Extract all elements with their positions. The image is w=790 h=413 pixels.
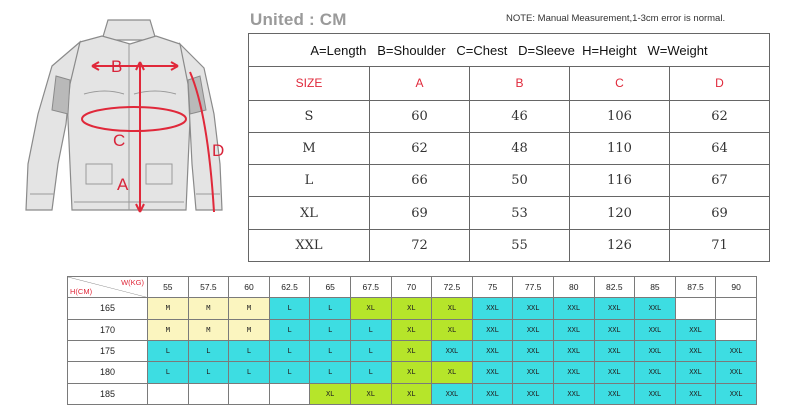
size-value-cell: 50: [470, 165, 570, 197]
size-header-c: C: [570, 67, 670, 100]
size-legend: A=Length B=Shoulder C=Chest D=Sleeve H=Height W=Weight: [249, 34, 770, 67]
size-recommendation-cell: XXL: [472, 298, 513, 319]
size-recommendation-cell: XXL: [513, 340, 554, 361]
size-recommendation-cell: L: [350, 319, 391, 340]
height-row: [68, 319, 757, 340]
weight-header-cell: 70: [391, 277, 432, 298]
weight-header-cell: 55: [148, 277, 189, 298]
size-recommendation-cell: L: [148, 340, 189, 361]
size-recommendation-cell: [188, 383, 229, 404]
size-recommendation-cell: L: [310, 340, 351, 361]
height-cell: 180: [68, 362, 148, 383]
size-recommendation-cell: XL: [432, 362, 473, 383]
size-value-cell: 62: [670, 100, 770, 132]
size-value-cell: 72: [370, 229, 470, 261]
size-value-cell: 64: [670, 132, 770, 164]
size-value-cell: 110: [570, 132, 670, 164]
size-recommendation-cell: L: [350, 362, 391, 383]
size-recommendation-cell: [229, 383, 270, 404]
size-recommendation-cell: XXL: [594, 298, 635, 319]
size-recommendation-cell: XXL: [553, 340, 594, 361]
size-header-size: SIZE: [249, 67, 370, 100]
size-value-cell: 69: [670, 197, 770, 229]
size-row: [249, 100, 770, 132]
measurement-note: NOTE: Manual Measurement,1-3cm error is normal.: [506, 13, 726, 24]
size-name-cell: XL: [249, 197, 370, 229]
size-recommendation-cell: XXL: [635, 362, 676, 383]
size-header-row: [249, 67, 770, 100]
size-recommendation-cell: XL: [391, 340, 432, 361]
size-recommendation-cell: XL: [432, 319, 473, 340]
weight-height-table: [67, 276, 757, 405]
corner-cell: [68, 277, 148, 298]
weight-header-cell: 77.5: [513, 277, 554, 298]
height-row: [68, 298, 757, 319]
size-value-cell: 126: [570, 229, 670, 261]
measure-label-d: D: [212, 141, 225, 160]
size-recommendation-cell: XL: [391, 298, 432, 319]
weight-header-cell: 60: [229, 277, 270, 298]
size-value-cell: 67: [670, 165, 770, 197]
height-row: [68, 340, 757, 361]
size-name-cell: M: [249, 132, 370, 164]
size-recommendation-cell: XXL: [472, 340, 513, 361]
size-recommendation-cell: XL: [391, 319, 432, 340]
unit-title: United : CM: [250, 10, 347, 29]
size-recommendation-cell: XXL: [635, 298, 676, 319]
size-recommendation-cell: XL: [310, 383, 351, 404]
size-recommendation-cell: XL: [350, 298, 391, 319]
size-recommendation-cell: L: [148, 362, 189, 383]
size-recommendation-cell: M: [188, 298, 229, 319]
size-recommendation-cell: XXL: [432, 340, 473, 361]
size-recommendation-cell: L: [310, 362, 351, 383]
measure-label-c: C: [113, 131, 126, 150]
weight-header-cell: 80: [553, 277, 594, 298]
jacket-illustration: [0, 14, 250, 219]
size-recommendation-cell: XXL: [472, 362, 513, 383]
size-value-cell: 46: [470, 100, 570, 132]
size-value-cell: 55: [470, 229, 570, 261]
size-row: [249, 197, 770, 229]
size-value-cell: 62: [370, 132, 470, 164]
size-recommendation-cell: XL: [391, 362, 432, 383]
size-recommendation-cell: [716, 298, 757, 319]
weight-header-cell: 87.5: [675, 277, 716, 298]
measure-label-b: B: [111, 57, 123, 76]
weight-header-cell: 65: [310, 277, 351, 298]
size-row: [249, 229, 770, 261]
size-recommendation-cell: XXL: [553, 383, 594, 404]
size-recommendation-cell: XXL: [513, 383, 554, 404]
size-recommendation-cell: XXL: [594, 383, 635, 404]
size-recommendation-cell: XL: [350, 383, 391, 404]
size-row: [249, 132, 770, 164]
size-recommendation-cell: XXL: [716, 362, 757, 383]
size-recommendation-cell: XXL: [675, 383, 716, 404]
size-value-cell: 69: [370, 197, 470, 229]
size-recommendation-cell: XL: [391, 383, 432, 404]
height-cell: 175: [68, 340, 148, 361]
size-name-cell: L: [249, 165, 370, 197]
size-recommendation-cell: XXL: [472, 383, 513, 404]
weight-header-cell: 90: [716, 277, 757, 298]
weight-header-cell: 62.5: [269, 277, 310, 298]
height-row: [68, 362, 757, 383]
size-value-cell: 66: [370, 165, 470, 197]
size-recommendation-cell: XXL: [472, 319, 513, 340]
size-recommendation-cell: [716, 319, 757, 340]
weight-header-cell: 57.5: [188, 277, 229, 298]
size-recommendation-cell: [675, 298, 716, 319]
size-recommendation-cell: XXL: [513, 319, 554, 340]
size-recommendation-cell: L: [310, 319, 351, 340]
size-recommendation-cell: M: [229, 298, 270, 319]
size-value-cell: 120: [570, 197, 670, 229]
size-recommendation-cell: [269, 383, 310, 404]
size-name-cell: S: [249, 100, 370, 132]
size-recommendation-cell: XXL: [594, 319, 635, 340]
weight-header-row: [68, 277, 757, 298]
size-recommendation-cell: XXL: [635, 319, 676, 340]
weight-header-cell: 67.5: [350, 277, 391, 298]
height-cell: 185: [68, 383, 148, 404]
size-recommendation-cell: L: [269, 298, 310, 319]
size-recommendation-cell: XXL: [513, 298, 554, 319]
size-header-b: B: [470, 67, 570, 100]
weight-header-cell: 72.5: [432, 277, 473, 298]
size-recommendation-cell: XXL: [553, 298, 594, 319]
height-cell: 170: [68, 319, 148, 340]
size-recommendation-cell: L: [188, 340, 229, 361]
size-recommendation-cell: XXL: [635, 383, 676, 404]
size-recommendation-cell: [148, 383, 189, 404]
height-axis-label: H(CM): [70, 287, 93, 297]
size-recommendation-cell: XL: [432, 298, 473, 319]
size-recommendation-cell: XXL: [675, 362, 716, 383]
size-name-cell: XXL: [249, 229, 370, 261]
jacket-icon: [0, 14, 250, 219]
size-value-cell: 106: [570, 100, 670, 132]
weight-header-cell: 82.5: [594, 277, 635, 298]
weight-header-cell: 85: [635, 277, 676, 298]
size-recommendation-cell: M: [148, 319, 189, 340]
height-row: [68, 383, 757, 404]
size-value-cell: 48: [470, 132, 570, 164]
size-header-a: A: [370, 67, 470, 100]
size-recommendation-cell: XXL: [716, 383, 757, 404]
size-value-cell: 60: [370, 100, 470, 132]
size-row: [249, 165, 770, 197]
size-value-cell: 71: [670, 229, 770, 261]
size-recommendation-cell: XXL: [553, 362, 594, 383]
size-recommendation-cell: L: [310, 298, 351, 319]
size-recommendation-cell: L: [269, 362, 310, 383]
size-recommendation-cell: XXL: [513, 362, 554, 383]
size-recommendation-cell: L: [269, 340, 310, 361]
size-recommendation-cell: XXL: [675, 319, 716, 340]
size-chart-table: [248, 33, 770, 262]
size-recommendation-cell: XXL: [594, 340, 635, 361]
size-recommendation-cell: XXL: [432, 383, 473, 404]
height-cell: 165: [68, 298, 148, 319]
size-recommendation-cell: XXL: [553, 319, 594, 340]
size-recommendation-cell: M: [148, 298, 189, 319]
size-recommendation-cell: L: [350, 340, 391, 361]
size-recommendation-cell: M: [229, 319, 270, 340]
size-recommendation-cell: L: [229, 362, 270, 383]
size-header-d: D: [670, 67, 770, 100]
size-recommendation-cell: M: [188, 319, 229, 340]
size-value-cell: 53: [470, 197, 570, 229]
size-recommendation-cell: L: [269, 319, 310, 340]
size-recommendation-cell: L: [188, 362, 229, 383]
weight-axis-label: W(KG): [121, 278, 144, 287]
size-recommendation-cell: XXL: [594, 362, 635, 383]
size-recommendation-cell: XXL: [635, 340, 676, 361]
size-recommendation-cell: L: [229, 340, 270, 361]
size-recommendation-cell: XXL: [716, 340, 757, 361]
weight-header-cell: 75: [472, 277, 513, 298]
size-recommendation-cell: XXL: [675, 340, 716, 361]
measure-label-a: A: [117, 175, 129, 194]
size-value-cell: 116: [570, 165, 670, 197]
